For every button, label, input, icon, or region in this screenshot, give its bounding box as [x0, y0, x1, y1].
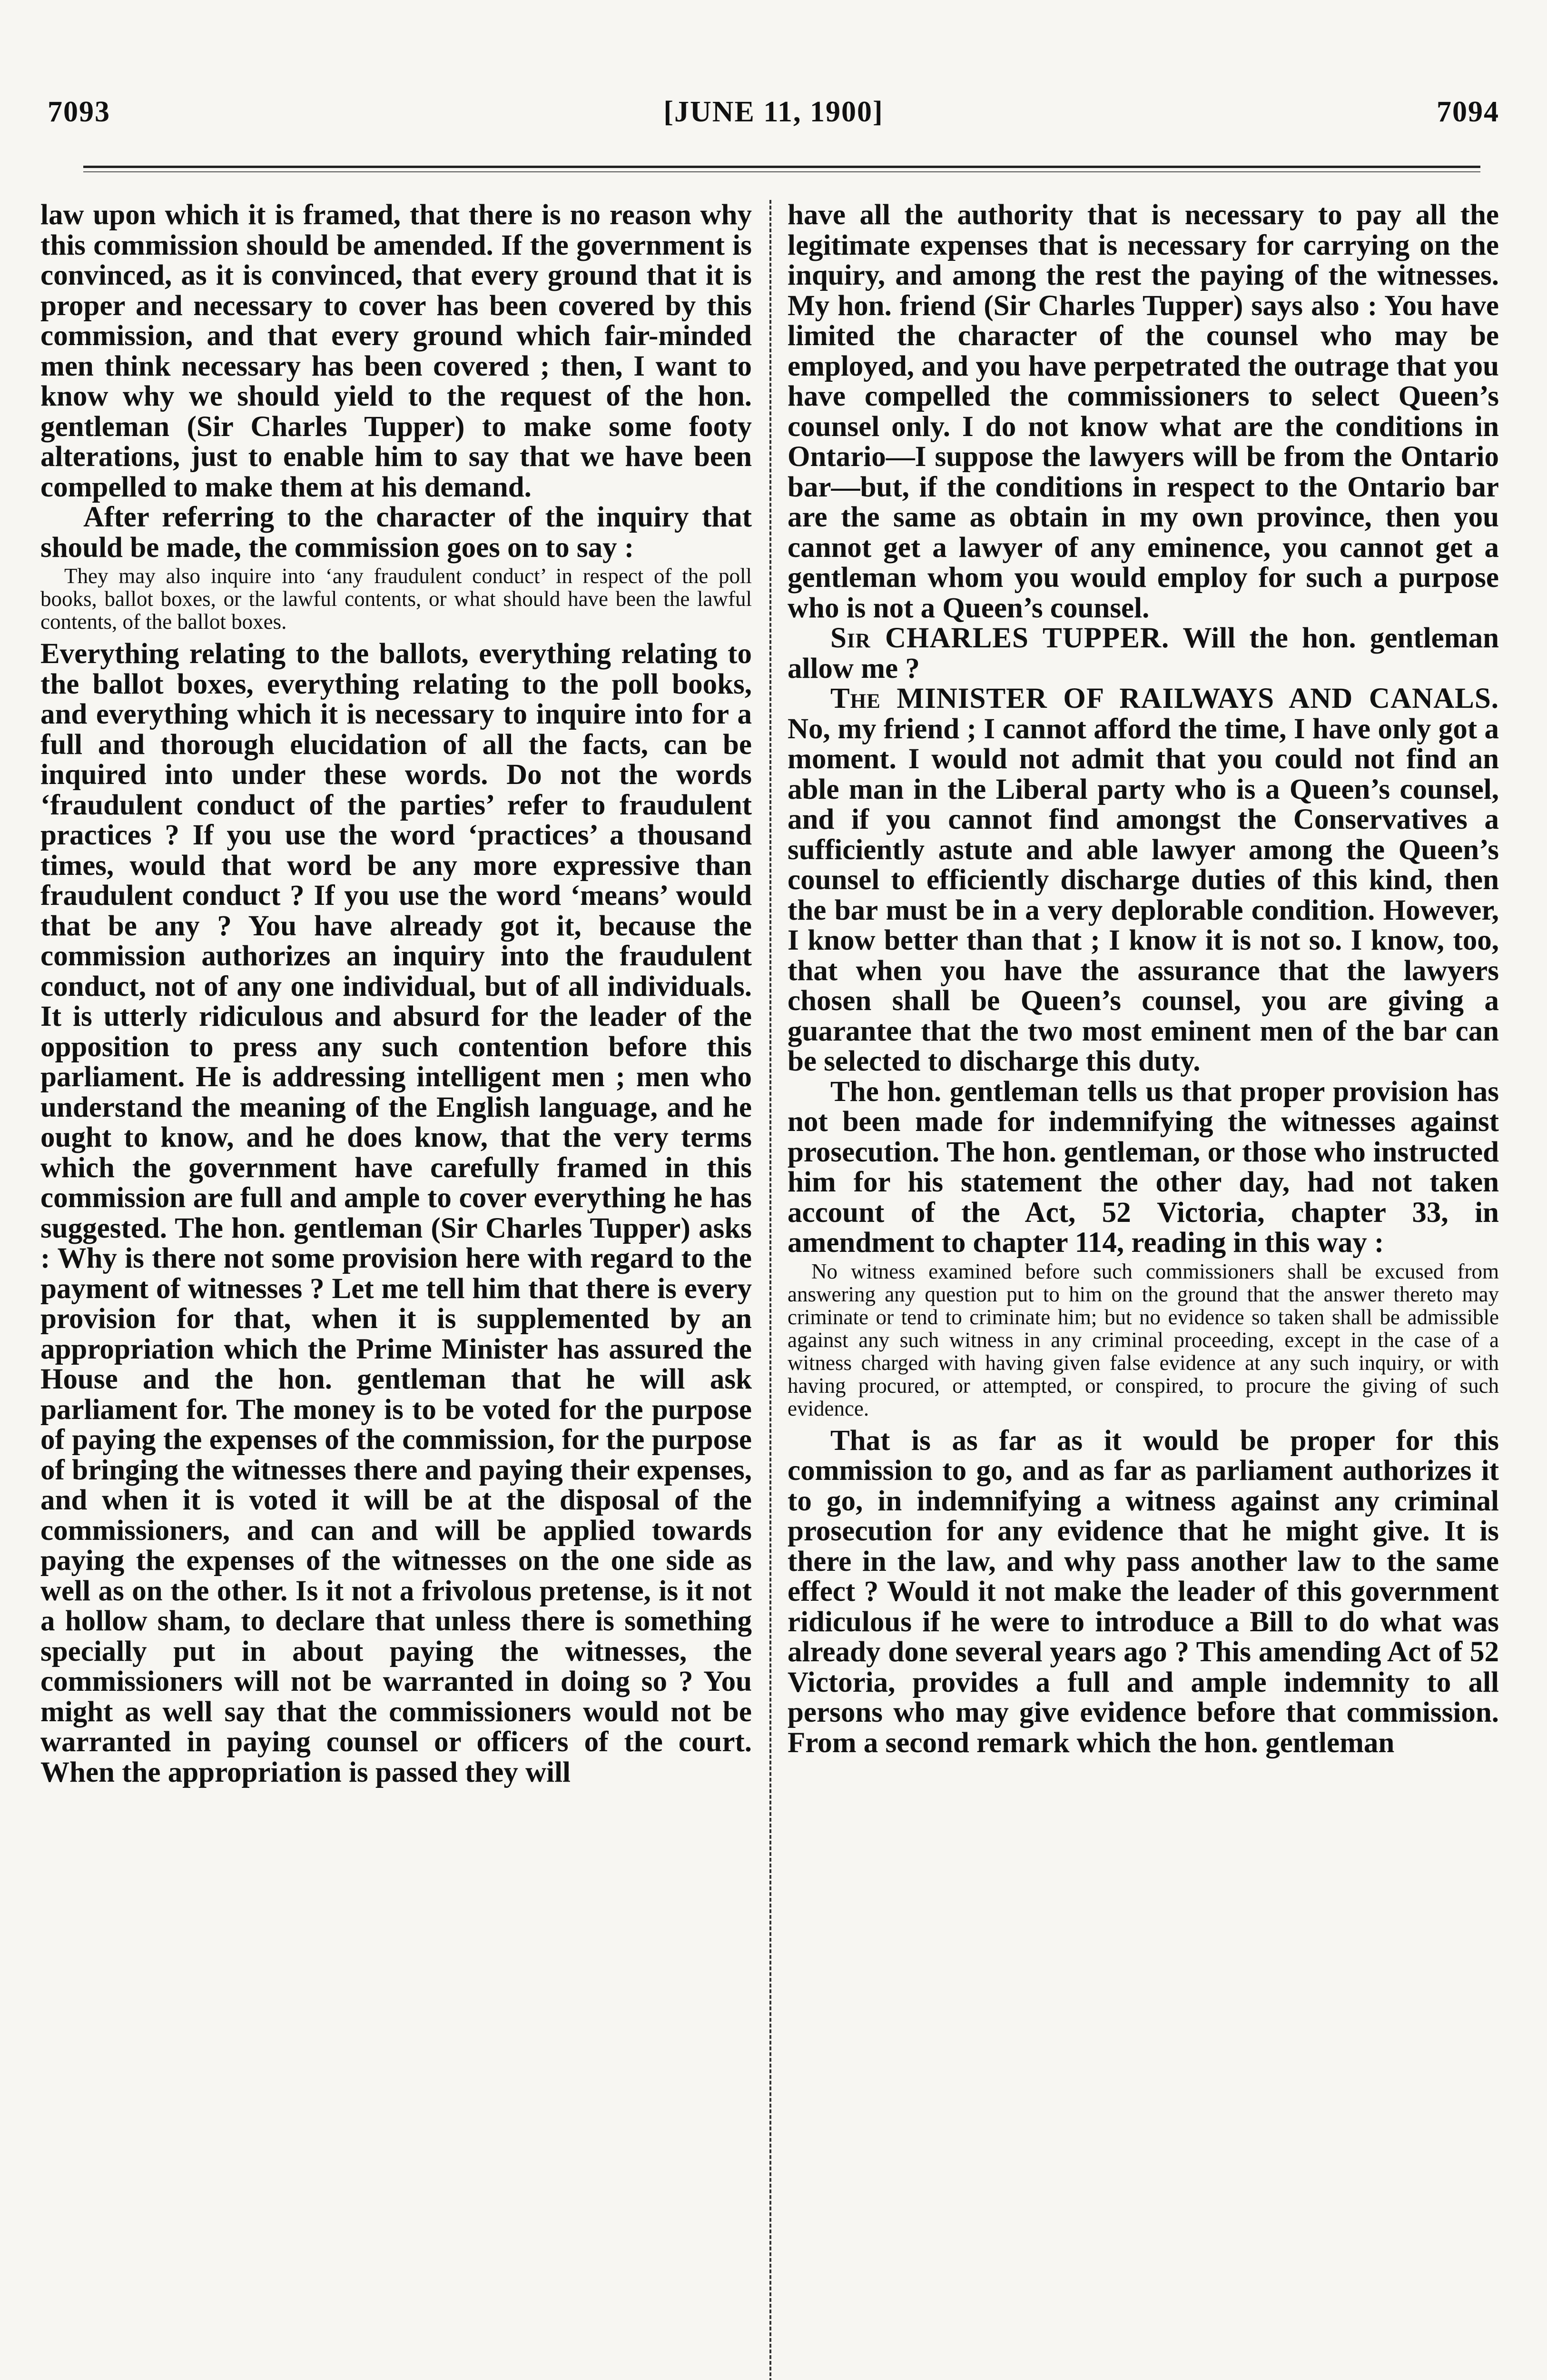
left-paragraph-1: law upon which it is framed, that there is no reason why this commission should be amended. If the government is convinced, as it is convinced, that every ground that it is proper and necessary to cover has been covered by this commission, and that every ground which fair-minded men think necessary has been covered ; then, I want to know why we should yield to the request of the hon. gentleman (Sir Charles Tupper) to make some footy alterations, just to enable him to say that we have been compelled to make them at his demand.	[40, 199, 752, 503]
left-page-number: 7093	[48, 96, 110, 128]
column-divider	[769, 200, 771, 2380]
left-paragraph-2: After referring to the character of the inquiry that should be made, the commission goes on to say :	[40, 501, 752, 564]
left-quotation: They may also inquire into ‘any fraudulent conduct’ in respect of the poll books, ballot boxes, or the lawful contents, or what should have been the lawful contents, of the ballot boxes.	[40, 564, 752, 634]
header-rule	[83, 166, 1480, 168]
minister-reply	[788, 684, 1499, 1077]
header-date: [JUNE 11, 1900]	[663, 96, 884, 128]
right-paragraph-5: That is as far as it would be proper for this commission to go, and as far as parliament authorizes it to go, in indemnifying a witness against any criminal prosecution for any evidence that he might give. It is there in the law, and why pass another law to the same effect ? Would it not make the leader of this government ridiculous if he were to introduce a Bill to do what was already done several years ago ? This amending Act of 52 Victoria, provides a full and ample indemnity to all persons who may give evidence before that commission. From a second remark which the hon. gentleman	[788, 1424, 1499, 1759]
right-paragraph-4: The hon. gentleman tells us that proper provision has not been made for indemnifying the witnesses against prosecution. The hon. gentleman, or those who instructed him for his statement the other day, had not taken account of the Act, 52 Victoria, chapter 33, in amendment to chapter 114, reading in this way :	[788, 1075, 1499, 1259]
interjection	[788, 623, 1499, 684]
right-paragraph-1: have all the authority that is necessary to pay all the legitimate expenses that is necessary for carrying on the inquiry, and among the rest the paying of the witnesses. My hon. friend (Sir Charles Tupper) says also : You have limited the character of the counsel who may be employed, and you have perpetrated the outrage that you have compelled the commissioners to select Queen’s counsel only. I do not know what are the conditions in Ontario—I suppose the lawyers will be from the Ontario bar—but, if the conditions in respect to the Ontario bar are the same as obtain in my own province, then you cannot get a lawyer of any eminence, you cannot get a gentleman whom you would employ for such a purpose who is not a Queen’s counsel.	[788, 199, 1499, 624]
page-header	[38, 95, 1509, 138]
right-quotation: No witness examined before such commissioners shall be excused from answering any question put to him on the ground that the answer thereto may criminate or tend to criminate him; but no evidence so taken shall be admissible against any such witness in any criminal proceeding, except in the case of a witness charged with having given false evidence at any such inquiry, or with having procured, or attempted, or conspired, to procure the giving of such evidence.	[788, 1259, 1499, 1420]
right-page-number: 7094	[1437, 96, 1499, 128]
left-paragraph-3: Everything relating to the ballots, everything relating to the ballot boxes, everything relating to the poll books, and everything which it is necessary to inquire into for a full and thorough elucidation of all the facts, can be inquired into under these words. Do not the words ‘fraudulent conduct of the parties’ refer to fraudulent practices ? If you use the word ‘practices’ a thousand times, would that word be any more expressive than fraudulent conduct ? If you use the word ‘means’ would that be any ? You have already got it, because the commission authorizes an inquiry into the fraudulent conduct, not of any one individual, but of all individuals. It is utterly ridiculous and absurd for the leader of the opposition to press any such contention before this parliament. He is addressing intelligent men ; men who understand the meaning of the English language, and he ought to know, and he does know, that the very terms which the government have carefully framed in this commission are full and ample to cover everything he has suggested. The hon. gentleman (Sir Charles Tupper) asks : Why is there not some provision here with regard to the payment of witnesses ? Let me tell him that there is every provision for that, when it is supplemented by an appropriation which the Prime Minister has assured the House and the hon. gentleman that he will ask parliament for. The money is to be voted for the purpose of paying the expenses of the commission, for the purpose of bringing the witnesses there and paying their expenses, and when it is voted it will be at the disposal of the commissioners, and can and will be applied towards paying the expenses of the witnesses on the one side as well as on the other. Is it not a frivolous pretense, is it not a hollow sham, to declare that unless there is something specially put in about paying the witnesses, the commissioners will not be warranted in doing so ? You might as well say that the commissioners would not be warranted in paying counsel or officers of the court. When the appropriation is passed they will	[40, 638, 752, 1788]
left-column	[40, 200, 752, 1787]
speaker-sir-charles-tupper: Sir CHARLES TUPPER.	[830, 622, 1170, 654]
header-rule-thin	[83, 171, 1480, 172]
interjection-text: Will the hon. gentleman allow me ?	[788, 622, 1499, 684]
right-column	[788, 200, 1499, 1758]
minister-reply-text: No, my friend ; I cannot afford the time, I have only got a moment. I would not admit that you could not find an able man in the Liberal party who is a Queen’s counsel, and if you cannot find amongst the Conservatives a sufficiently astute and able lawyer among the Queen’s counsel to efficiently discharge duties of this kind, then the bar must be in a very deplorable condition. However, I know better than that ; I know it is not so. I know, too, that when you have the assurance that the lawyers chosen shall be Queen’s counsel, you are giving a guarantee that the two most eminent men of the bar can be selected to discharge this duty.	[788, 713, 1499, 1077]
speaker-minister-of-railways: The MINISTER OF RAILWAYS AND CANALS.	[830, 683, 1499, 714]
